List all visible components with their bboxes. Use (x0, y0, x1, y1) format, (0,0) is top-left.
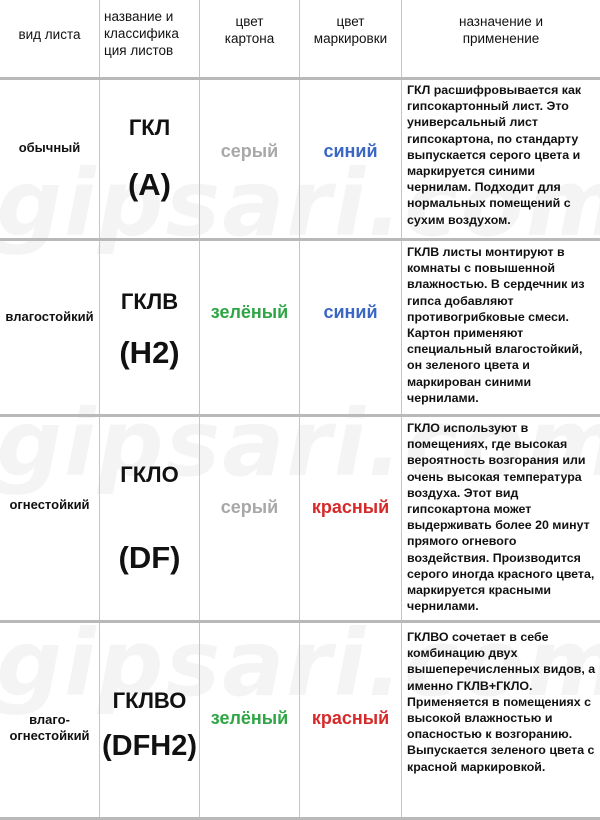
sheet-classification: (DF) (118, 539, 181, 575)
header-name-classification: название и классифика ция листов (104, 9, 179, 58)
header-sheet-type (0, 0, 99, 77)
row-name (100, 623, 199, 817)
row-board-color (200, 623, 299, 817)
sheet-code: ГКЛ (128, 115, 171, 140)
sheet-code: ГКЛО (120, 461, 179, 487)
header-marking-color: цвет маркировки (313, 13, 388, 46)
row-name (100, 417, 199, 620)
header-sheet-type-label: вид листа (18, 27, 81, 42)
board-color-text: зелёный (210, 707, 289, 728)
row-kind: влаго- огнестойкий (9, 712, 90, 743)
row-marking-color (300, 80, 401, 238)
board-color-text: зелёный (210, 302, 289, 322)
row-description: ГКЛВО сочетает в себе комбинацию двух вышеперечисленных видов, а именно ГКЛВ+ГКЛО. Применяется в помещениях с высокой влажностью и опасностью к возгоранию. Выпускается зеленого цвета с красной маркировкой. (407, 630, 596, 774)
board-color-text: серый (220, 497, 279, 517)
row-marking-color (300, 241, 401, 414)
sheet-code: ГКЛВО (112, 688, 187, 713)
sheet-classification: (H2) (119, 334, 180, 370)
row-marking-color (300, 623, 401, 817)
sheet-classification: (A) (127, 167, 172, 202)
row-kind: обычный (18, 140, 81, 155)
marking-color-text: синий (323, 302, 378, 322)
row-kind: огнестойкий (9, 496, 90, 512)
marking-color-text: синий (323, 140, 378, 161)
row-name (100, 241, 199, 414)
row-description: ГКЛ расшифровывается как гипсокартонный лист. Это универсальный лист гипсокартона, по стандарту выпускается серого цвета и маркируется синими чернилам. Подходит для нормальных помещений с сухим воздухом. (407, 83, 582, 227)
marking-color-text: красный (311, 707, 390, 728)
sheet-code: ГКЛВ (120, 288, 179, 314)
row-board-color (200, 80, 299, 238)
row-description: ГКЛО используют в помещениях, где высокая вероятность возгорания или очень высокая температура воздуха. Этот вид гипсокартона может выдерживать более 20 минут прямого огневого воздействия. Производится серого иногда красного цвета, маркируется красными чернилами. (407, 421, 595, 614)
row-board-color (200, 241, 299, 414)
row-name (100, 80, 199, 238)
header-purpose-application: назначение и применение (458, 13, 543, 46)
sheet-classification: (DFH2) (101, 730, 198, 762)
row-marking-color (300, 417, 401, 620)
board-color-text: серый (220, 140, 279, 161)
row-board-color (200, 417, 299, 620)
marking-color-text: красный (311, 497, 390, 517)
header-board-color: цвет картона (224, 13, 275, 46)
row-description: ГКЛВ листы монтируют в комнаты с повышенной влажностью. В сердечник из гипса добавляют противогрибковые смеси. Картон применяют специальный влагостойкий, он зеленого цвета и маркирован синими чернилами. (407, 245, 585, 405)
row-kind: влагостойкий (5, 308, 94, 324)
